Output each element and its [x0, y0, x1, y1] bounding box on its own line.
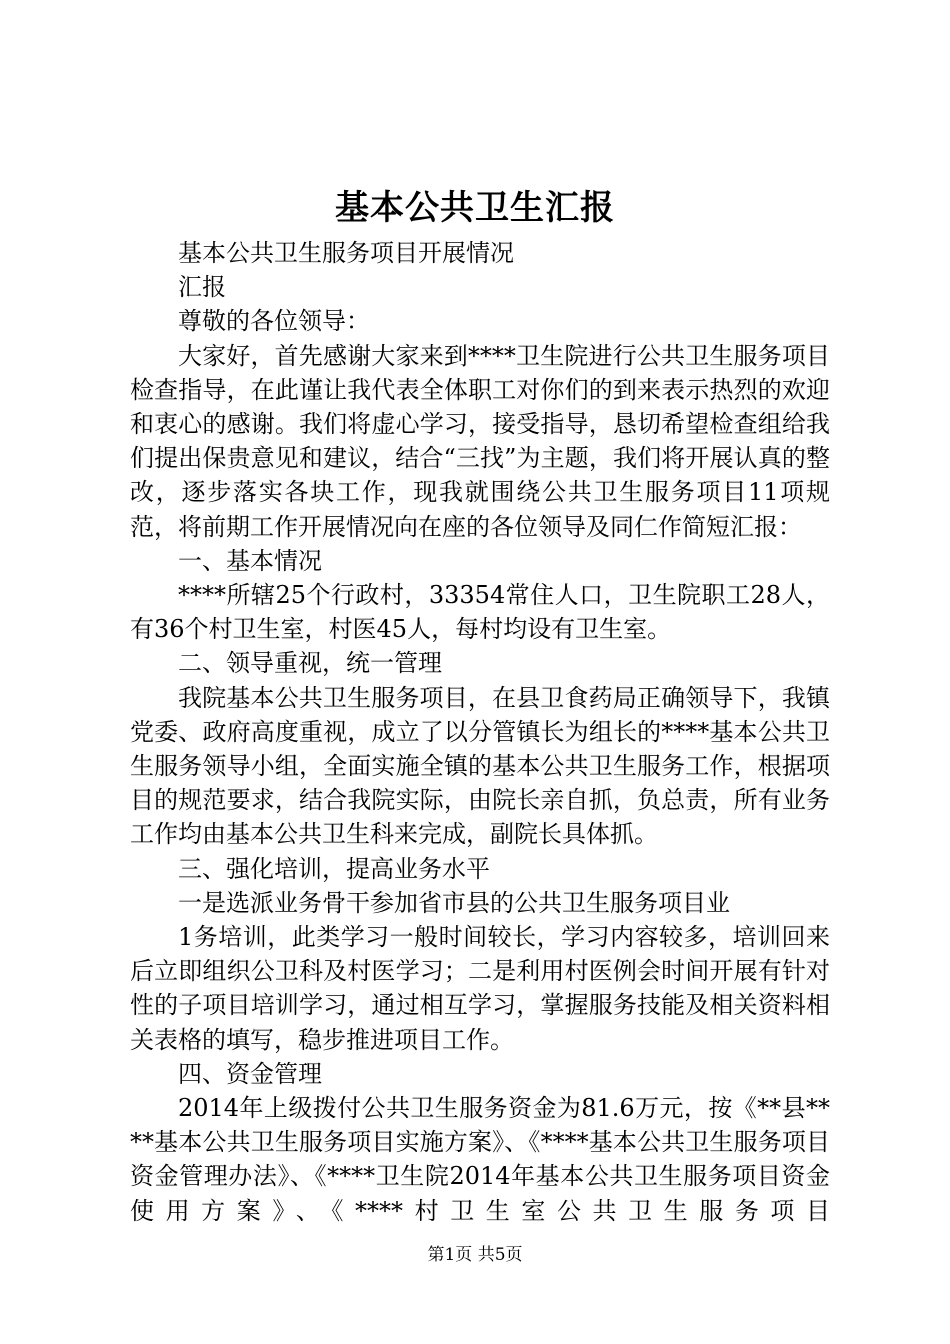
paragraph-intro: 大家好，首先感谢大家来到****卫生院进行公共卫生服务项目检查指导，在此谨让我代表全体职工对你们的到来表示热烈的欢迎和衷心的感谢。我们将虚心学习，接受指导，恳切希望检查组给我们提出保贵意见和建议，结合“三找”为主题，我们将开展认真的整改，逐步落实各块工作，现我就围绕公共卫生服务项目11项规范，将前期工作开展情况向在座的各位领导及同仁作简短汇报： — [130, 341, 830, 541]
section-heading-1: 一、基本情况 — [178, 546, 322, 575]
subtitle-line: 基本公共卫生服务项目开展情况 — [178, 239, 514, 267]
paragraph-training-part-2: 1务培训，此类学习一般时间较长，学习内容较多，培训回来后立即组织公卫科及村医学习；二是利用村医例会时间开展有针对性的子项目培训学习，通过相互学习，掌握服务技能及相关资料相关表格的填写，稳步推进项目工作。 — [130, 923, 830, 1054]
document-title: 基本公共卫生汇报 — [335, 188, 615, 228]
paragraph-training-part-1: 一是选派业务骨干参加省市县的公共卫生服务项目业 — [178, 888, 730, 917]
salutation: 尊敬的各位领导： — [178, 307, 370, 336]
document-body — [130, 236, 830, 1228]
subtitle-line-2: 汇报 — [178, 273, 226, 302]
section-heading-4: 四、资金管理 — [178, 1059, 322, 1088]
paragraph-basic-info: ****所辖25个行政村，33354常住人口，卫生院职工28人，有36个村卫生室，村医45人，每村均设有卫生室。 — [130, 581, 830, 644]
paragraph-funds: 2014年上级拨付公共卫生服务资金为81.6万元，按《**县****基本公共卫生服务项目实施方案》、《****基本公共卫生服务项目资金管理办法》、《****卫生院2014年基本公共卫生服务项目资金使用方案》、《****村卫生室公共卫生服务项目 — [130, 1094, 830, 1225]
paragraph-leadership: 我院基本公共卫生服务项目，在县卫食药局正确领导下，我镇党委、政府高度重视，成立了以分管镇长为组长的****基本公共卫生服务领导小组，全面实施全镇的基本公共卫生服务工作，根据项目的规范要求，结合我院实际，由院长亲自抓，负总责，所有业务工作均由基本公共卫生科来完成，副院长具体抓。 — [130, 683, 830, 849]
section-heading-2: 二、领导重视，统一管理 — [178, 649, 442, 678]
section-heading-3: 三、强化培训，提高业务水平 — [178, 854, 490, 883]
page-number: 第1页 共5页 — [427, 1245, 523, 1265]
